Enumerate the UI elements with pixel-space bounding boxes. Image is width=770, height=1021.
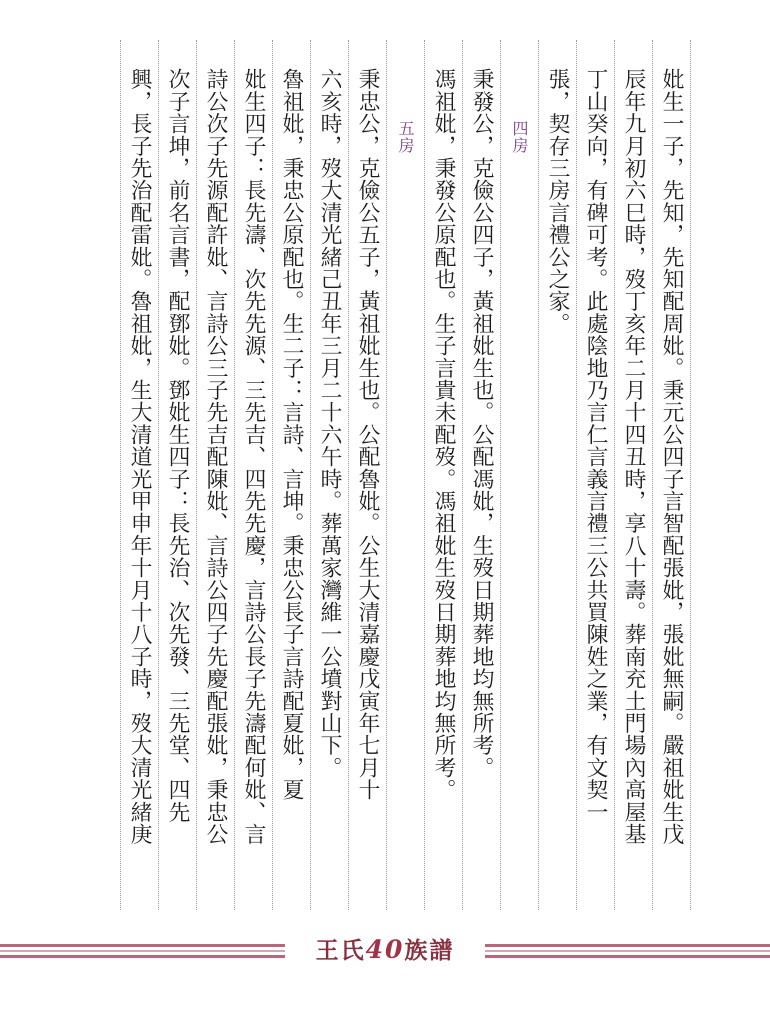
page-number: 40 <box>365 935 405 964</box>
text-column: 張，契存三房言禮公之家。 <box>545 68 570 335</box>
column-rule <box>690 40 691 910</box>
footer-title <box>285 930 485 970</box>
text-column: 馮祖妣，秉發公原配也。生子言貴未配歿。馮祖妣生歿日期葬地均無所考。 <box>431 68 456 801</box>
text-column: 次子言坤，前名言書，配鄧妣。鄧妣生四子：長先治、次先發、三先堂、四先 <box>165 68 190 823</box>
text-column: 辰年九月初六巳時，歿丁亥年二月十四丑時，享八十壽。葬南充土門場內高屋基 <box>621 68 646 845</box>
section-heading-fifth-branch: 五房 <box>396 120 415 154</box>
text-column: 妣生一子，先知，先知配周妣。秉元公四子言智配張妣，張妣無嗣。嚴祖妣生戊 <box>659 68 684 845</box>
page-footer <box>0 930 770 970</box>
text-column: 六亥時，歿大清光緒己丑年三月二十六午時。葬萬家灣維一公墳對山下。 <box>317 68 342 779</box>
column-rule <box>386 40 387 910</box>
text-column: 魯祖妣，秉忠公原配也。生二子：言詩、言坤。秉忠公長子言詩配夏妣，夏 <box>279 68 304 801</box>
text-column: 興，長子先治配雷妣。魯祖妣，生大清道光甲申年十月十八子時，歿大清光緒庚 <box>127 68 152 845</box>
column-rule <box>500 40 501 910</box>
text-column: 秉忠公，克儉公五子，黃祖妣生也。公配魯妣。公生大清嘉慶戊寅年七月十 <box>355 68 380 801</box>
text-column: 丁山癸向，有碑可考。此處陰地乃言仁言義言禮三公共買陳姓之業，有文契一 <box>583 68 608 823</box>
text-column: 妣生四子：長先濤、次先先源、三先吉、四先先慶，言詩公長子先濤配何妣、言 <box>241 68 266 845</box>
text-column: 秉發公，克儉公四子，黃祖妣生也。公配馮妣，生歿日期葬地均無所考。 <box>469 68 494 779</box>
book-title-prefix: 王氏 <box>315 937 366 964</box>
section-heading-fourth-branch: 四房 <box>510 120 529 154</box>
text-column: 詩公次子先源配許妣、言詩公三子先吉配陳妣、言詩公四子先慶配張妣，秉忠公 <box>203 68 228 845</box>
book-title-suffix: 族譜 <box>404 937 455 964</box>
